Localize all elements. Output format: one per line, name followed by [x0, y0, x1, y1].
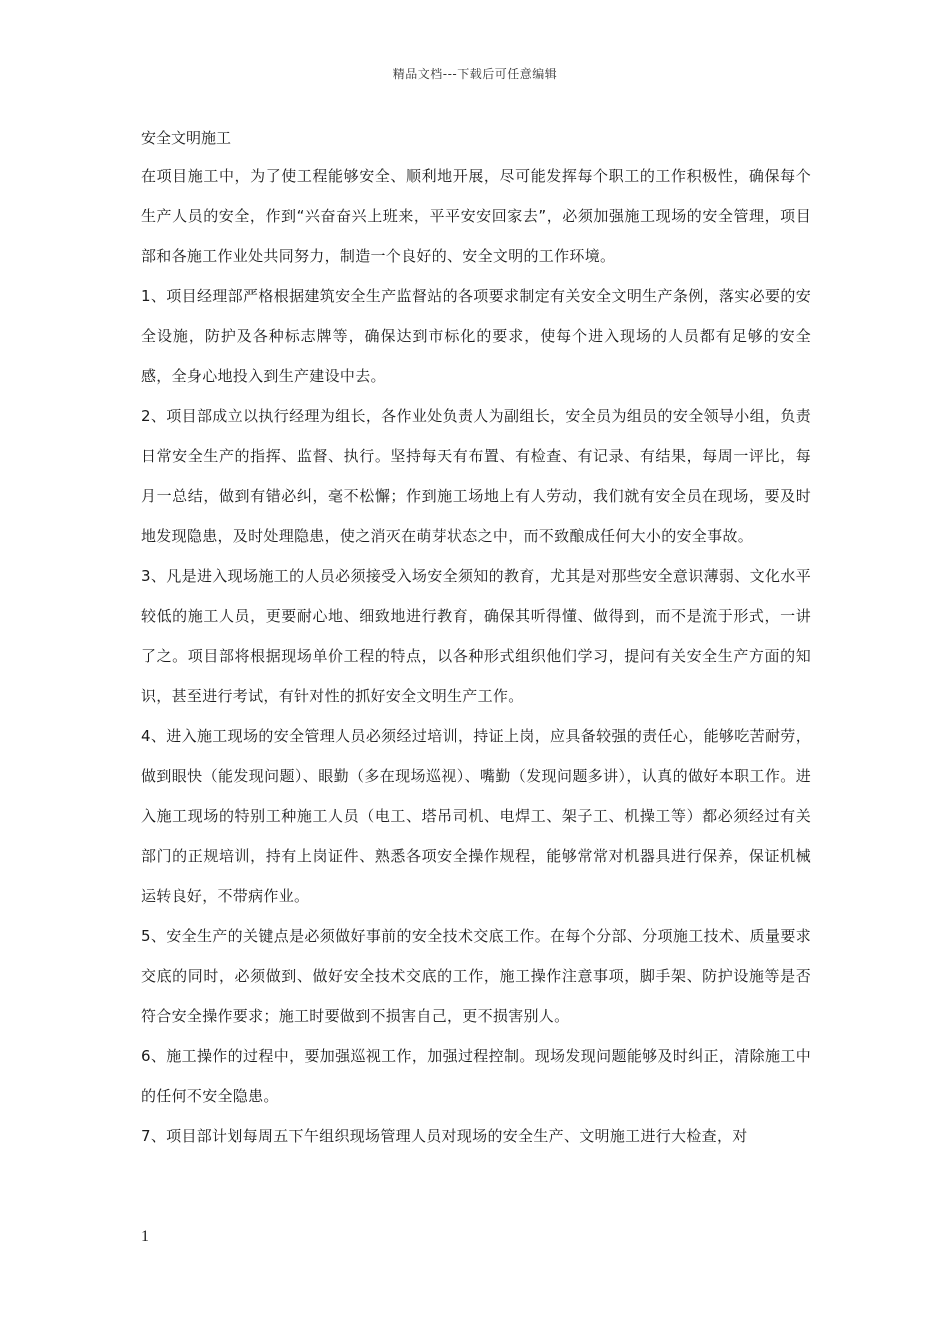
- paragraph-item-2: 2、项目部成立以执行经理为组长，各作业处负责人为副组长，安全员为组员的安全领导小组，负责日常安全生产的指挥、监督、执行。坚持每天有布置、有检查、有记录、有结果，每周一评比，每月一总结，做到有错必纠，毫不松懈；作到施工场地上有人劳动，我们就有安全员在现场，要及时地发现隐患，及时处理隐患，使之消灭在萌芽状态之中，而不致酿成任何大小的安全事故。: [141, 407, 811, 545]
- page-header: 精品文档---下载后可任意编辑: [392, 67, 558, 81]
- paragraph-item-7: 7、项目部计划每周五下午组织现场管理人员对现场的安全生产、文明施工进行大检查，对: [141, 1127, 748, 1145]
- paragraph-item-1: 1、项目经理部严格根据建筑安全生产监督站的各项要求制定有关安全文明生产条例，落实必要的安全设施，防护及各种标志牌等，确保达到市标化的要求，使每个进入现场的人员都有足够的安全感，全身心地投入到生产建设中去。: [141, 287, 811, 385]
- paragraph-intro: 在项目施工中，为了使工程能够安全、顺利地开展，尽可能发挥每个职工的工作积极性，确保每个生产人员的安全，作到“兴奋奋兴上班来，平平安安回家去”，必须加强施工现场的安全管理，项目部和各施工作业处共同努力，制造一个良好的、安全文明的工作环境。: [141, 167, 811, 265]
- document-title: 安全文明施工: [141, 129, 232, 147]
- page-number: 1: [141, 1228, 149, 1245]
- document-body: [141, 123, 811, 1156]
- paragraph-item-3: 3、凡是进入现场施工的人员必须接受入场安全须知的教育，尤其是对那些安全意识薄弱、文化水平较低的施工人员，更要耐心地、细致地进行教育，确保其听得懂、做得到，而不是流于形式，一讲了之。项目部将根据现场单价工程的特点，以各种形式组织他们学习，提问有关安全生产方面的知识，甚至进行考试，有针对性的抓好安全文明生产工作。: [141, 567, 811, 705]
- paragraph-item-5: 5、安全生产的关键点是必须做好事前的安全技术交底工作。在每个分部、分项施工技术、质量要求交底的同时，必须做到、做好安全技术交底的工作，施工操作注意事项，脚手架、防护设施等是否符合安全操作要求；施工时要做到不损害自己，更不损害别人。: [141, 927, 811, 1025]
- paragraph-item-4: 4、进入施工现场的安全管理人员必须经过培训，持证上岗，应具备较强的责任心，能够吃苦耐劳，做到眼快（能发现问题）、眼勤（多在现场巡视）、嘴勤（发现问题多讲），认真的做好本职工作。进入施工现场的特别工种施工人员（电工、塔吊司机、电焊工、架子工、机操工等）都必须经过有关部门的正规培训，持有上岗证件、熟悉各项安全操作规程，能够常常对机器具进行保养，保证机械运转良好，不带病作业。: [141, 727, 811, 905]
- paragraph-item-6: 6、施工操作的过程中，要加强巡视工作，加强过程控制。现场发现问题能够及时纠正，清除施工中的任何不安全隐患。: [141, 1047, 811, 1105]
